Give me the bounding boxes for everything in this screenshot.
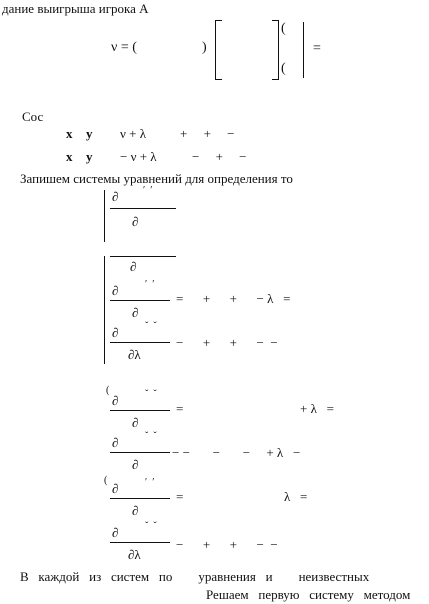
- fraction-rule-4: [110, 342, 170, 343]
- tick-4: ˇ ˇ: [145, 321, 157, 332]
- eq-lambda-plus: + λ =: [300, 401, 334, 416]
- row2-expr: − ν + λ: [120, 149, 157, 164]
- bottom-line-1: В каждой из систем по уравнения и неизвестных: [20, 569, 370, 584]
- paren-close: ): [202, 40, 207, 55]
- tick-7: ʹ ʹ: [145, 477, 155, 488]
- partial-4: ∂: [112, 325, 119, 340]
- tick-6: ˇ ˇ: [145, 431, 157, 442]
- tick-1: ʹ ʹ: [143, 185, 153, 196]
- fraction-rule-1: [110, 208, 176, 209]
- partial-lambda-2: ∂λ: [128, 547, 141, 562]
- row1-x: x: [66, 126, 73, 141]
- row1-ops: + + −: [180, 126, 235, 141]
- paren-sys4: (: [104, 475, 108, 486]
- partial-6: ∂: [112, 435, 119, 450]
- partial-3: ∂: [112, 283, 119, 298]
- fraction-rule-7: [110, 498, 170, 499]
- tick-8: ˇ ˇ: [145, 521, 157, 532]
- inner-bar: [303, 22, 304, 78]
- eq-lambda: λ =: [284, 489, 308, 504]
- tick-5: ˇ ˇ: [145, 389, 157, 400]
- inner-paren-bottom: (: [281, 61, 286, 76]
- eq-sys1b: − + + − −: [176, 335, 278, 350]
- fraction-rule-8: [110, 542, 170, 543]
- fraction-rule-5: [110, 410, 170, 411]
- partial-7: ∂: [112, 481, 119, 496]
- eq-sys-last: − + + − −: [176, 537, 278, 552]
- inner-paren-top: (: [281, 21, 286, 36]
- equals-end: =: [313, 41, 321, 56]
- eq-sys1: = + + − λ =: [176, 291, 291, 306]
- partial-1: ∂: [112, 189, 119, 204]
- row2-ops: − + −: [192, 149, 247, 164]
- fraction-rule-3: [110, 300, 170, 301]
- system1-bar: [104, 190, 105, 242]
- partial-5: ∂: [112, 393, 119, 408]
- paren-sys3: (: [106, 385, 110, 396]
- partial-1b: ∂: [132, 214, 139, 229]
- nu-equation: ν = (: [111, 40, 137, 55]
- header-text: дание выигрыша игрока A: [2, 1, 149, 16]
- partial-5b: ∂: [132, 415, 139, 430]
- tick-3: ʹ ʹ: [145, 279, 155, 290]
- right-bracket: [272, 20, 279, 80]
- bottom-line-2: Решаем первую систему методом: [206, 587, 411, 602]
- left-bracket: [215, 20, 222, 80]
- row2-x: x: [66, 149, 73, 164]
- partial-6b: ∂: [132, 457, 139, 472]
- partial-2: ∂: [130, 259, 137, 274]
- partial-8: ∂: [112, 525, 119, 540]
- row1-expr: ν + λ: [120, 126, 147, 141]
- write-systems-text: Запишем системы уравнений для определения то: [20, 171, 293, 186]
- partial-lambda-1: ∂λ: [128, 347, 141, 362]
- eq-c-equals: =: [176, 489, 184, 504]
- row2-y: y: [86, 149, 93, 164]
- soc-text: Сос: [22, 109, 44, 124]
- eq-minus-line: − − − − + λ −: [172, 445, 301, 460]
- eq-a-equals: =: [176, 401, 184, 416]
- partial-3b: ∂: [132, 305, 139, 320]
- fraction-rule-6: [110, 452, 170, 453]
- system2-bar: [104, 256, 105, 364]
- fraction-rule-top: [110, 256, 176, 257]
- row1-y: y: [86, 126, 93, 141]
- partial-7b: ∂: [132, 503, 139, 518]
